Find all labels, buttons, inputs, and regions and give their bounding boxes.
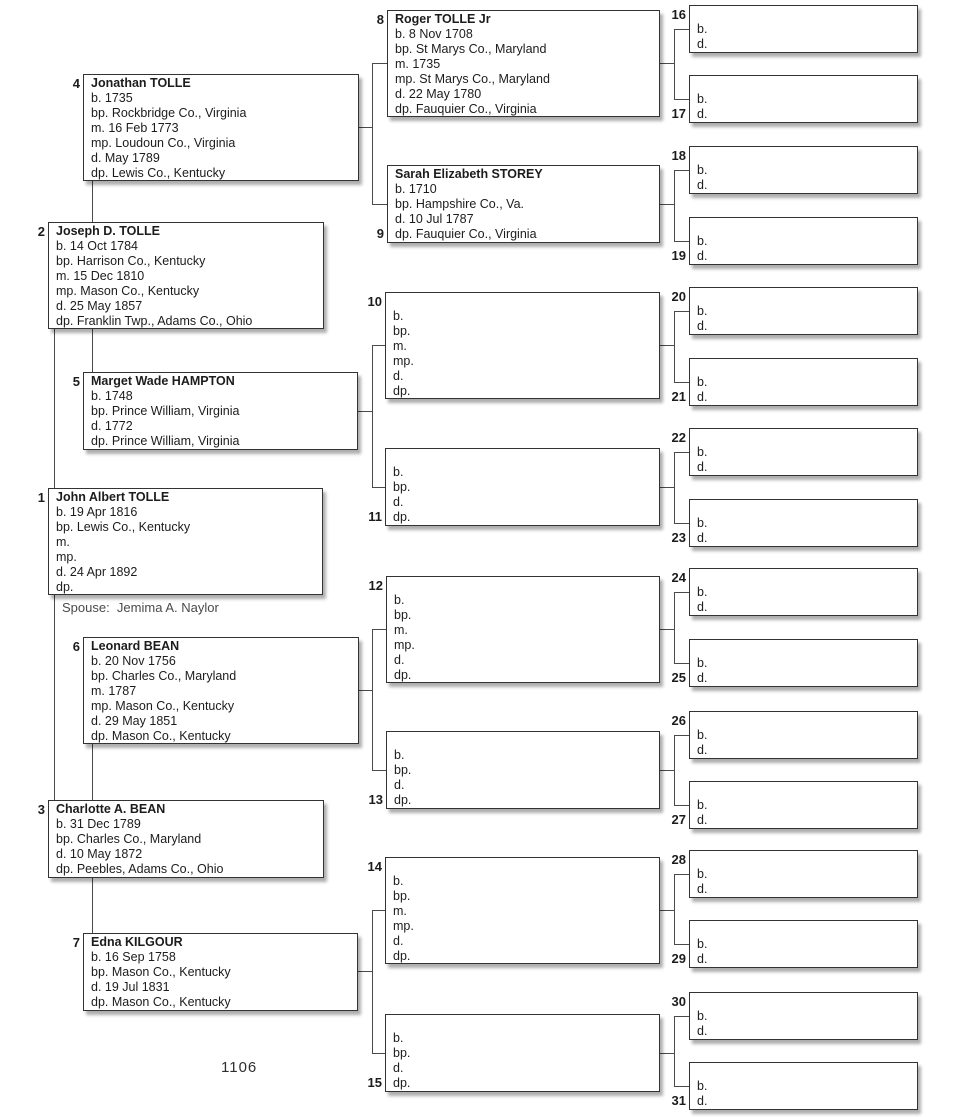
connector-line <box>674 29 689 30</box>
ahnentafel-number-5: 5 <box>72 374 80 389</box>
person-name: Charlotte A. BEAN <box>56 802 166 816</box>
detail-line: bp. Charles Co., Maryland <box>56 832 202 846</box>
detail-line: b. <box>393 309 404 323</box>
detail-line: mp. <box>56 550 77 564</box>
ahnentafel-number-29: 29 <box>671 951 686 966</box>
connector-line <box>674 452 689 453</box>
person-details <box>394 593 655 683</box>
person-name <box>697 430 913 445</box>
ahnentafel-number-20: 20 <box>671 289 686 304</box>
detail-line: dp. Mason Co., Kentucky <box>91 729 231 743</box>
person-details <box>697 22 913 52</box>
detail-line: b. <box>393 1031 404 1045</box>
detail-line: b. 14 Oct 1784 <box>56 239 139 253</box>
detail-line: mp. <box>394 638 415 652</box>
connector-line <box>358 971 372 972</box>
person-details <box>393 465 655 525</box>
person-name <box>394 578 655 593</box>
detail-line: dp. <box>393 949 411 963</box>
detail-line: b. <box>393 874 404 888</box>
person-details <box>91 91 354 181</box>
person-details <box>697 867 913 897</box>
connector-line <box>372 345 373 488</box>
ahnentafel-number-18: 18 <box>671 148 686 163</box>
detail-line: d. 22 May 1780 <box>395 87 482 101</box>
detail-line: d. 1772 <box>91 419 133 433</box>
page-number: 1106 <box>221 1059 258 1076</box>
person-name <box>697 713 913 728</box>
connector-line <box>674 170 675 242</box>
detail-line: dp. <box>393 384 411 398</box>
person-name: Joseph D. TOLLE <box>56 224 160 238</box>
detail-line: bp. <box>393 889 411 903</box>
detail-line: b. 31 Dec 1789 <box>56 817 141 831</box>
connector-line <box>674 99 689 100</box>
detail-line: b. <box>697 937 708 951</box>
person-box-25 <box>671 639 918 687</box>
ahnentafel-number-26: 26 <box>671 713 686 728</box>
person-box-27 <box>671 781 918 829</box>
person-name <box>697 994 913 1009</box>
person-name <box>697 501 913 516</box>
detail-line: mp. Mason Co., Kentucky <box>91 699 235 713</box>
detail-line: m. 1735 <box>395 57 441 71</box>
person-details <box>697 445 913 475</box>
person-name <box>393 1016 655 1031</box>
connector-line <box>359 690 372 691</box>
person-details <box>697 937 913 967</box>
ahnentafel-number-6: 6 <box>72 639 80 654</box>
person-name <box>697 852 913 867</box>
person-box-5 <box>72 372 358 450</box>
detail-line: b. <box>697 92 708 106</box>
person-details <box>697 798 913 828</box>
person-name <box>393 450 655 465</box>
person-box-13 <box>368 731 660 809</box>
detail-line: d. <box>697 600 708 614</box>
person-details <box>697 728 913 758</box>
connector-line <box>54 328 55 489</box>
detail-line: d. <box>697 178 708 192</box>
connector-line <box>660 770 674 771</box>
person-box-23 <box>671 499 918 547</box>
detail-line: mp. St Marys Co., Maryland <box>395 72 550 86</box>
ahnentafel-number-19: 19 <box>671 248 686 263</box>
person-details <box>91 654 354 744</box>
ahnentafel-number-2: 2 <box>37 224 45 239</box>
person-box-29 <box>671 920 918 968</box>
detail-line: d. <box>697 671 708 685</box>
connector-line <box>660 1053 674 1054</box>
ahnentafel-number-3: 3 <box>37 802 45 817</box>
detail-line: m. <box>393 339 407 353</box>
detail-line: b. 16 Sep 1758 <box>91 950 176 964</box>
ahnentafel-number-4: 4 <box>72 76 80 91</box>
detail-line: b. 20 Nov 1756 <box>91 654 176 668</box>
detail-line: d. <box>697 390 708 404</box>
ahnentafel-number-30: 30 <box>671 994 686 1009</box>
detail-line: bp. Prince William, Virginia <box>91 404 240 418</box>
person-details <box>697 163 913 193</box>
detail-line: b. <box>697 375 708 389</box>
person-details <box>56 239 319 329</box>
person-name <box>393 294 655 309</box>
connector-line <box>674 311 689 312</box>
detail-line: bp. Charles Co., Maryland <box>91 669 237 683</box>
connector-line <box>674 663 689 664</box>
detail-line: d. <box>393 369 404 383</box>
person-box-17 <box>671 75 918 123</box>
person-name <box>697 7 913 22</box>
detail-line: m. <box>394 623 408 637</box>
person-details <box>697 1009 913 1039</box>
detail-line: d. <box>697 107 708 121</box>
connector-line <box>674 311 675 383</box>
detail-line: b. <box>697 22 708 36</box>
person-name <box>697 219 913 234</box>
connector-line <box>92 328 93 373</box>
person-box-12 <box>368 576 660 683</box>
connector-line <box>660 204 674 205</box>
person-details <box>697 304 913 334</box>
ahnentafel-number-24: 24 <box>671 570 686 585</box>
person-name <box>697 360 913 375</box>
detail-line: mp. Mason Co., Kentucky <box>56 284 200 298</box>
detail-line: d. <box>697 1024 708 1038</box>
person-box-7 <box>72 933 358 1011</box>
detail-line: bp. Lewis Co., Kentucky <box>56 520 191 534</box>
detail-line: d. 10 May 1872 <box>56 847 143 861</box>
connector-line <box>92 877 93 934</box>
person-details <box>697 1079 913 1109</box>
ahnentafel-number-8: 8 <box>376 12 384 27</box>
ahnentafel-number-13: 13 <box>368 792 383 807</box>
detail-line: dp. Lewis Co., Kentucky <box>91 166 226 180</box>
person-name: Jonathan TOLLE <box>91 76 191 90</box>
person-details <box>395 27 655 117</box>
person-name <box>697 77 913 92</box>
detail-line: d. <box>697 531 708 545</box>
connector-line <box>372 910 385 911</box>
detail-line: d. <box>697 813 708 827</box>
person-name: Leonard BEAN <box>91 639 180 653</box>
person-name <box>697 570 913 585</box>
detail-line: b. 1735 <box>91 91 133 105</box>
detail-line: bp. <box>393 480 411 494</box>
person-name <box>394 733 655 748</box>
person-name: John Albert TOLLE <box>56 490 170 504</box>
detail-line: b. <box>697 1079 708 1093</box>
connector-line <box>372 204 387 205</box>
ahnentafel-number-7: 7 <box>72 935 80 950</box>
detail-line: mp. Loudoun Co., Virginia <box>91 136 236 150</box>
person-details <box>393 1031 655 1091</box>
person-box-22 <box>671 428 918 476</box>
detail-line: bp. <box>393 324 411 338</box>
connector-line <box>674 523 689 524</box>
detail-line: dp. <box>394 668 412 682</box>
connector-line <box>674 735 675 806</box>
detail-line: dp. <box>393 510 411 524</box>
ahnentafel-number-14: 14 <box>367 859 382 874</box>
detail-line: b. 19 Apr 1816 <box>56 505 138 519</box>
detail-line: bp. Mason Co., Kentucky <box>91 965 231 979</box>
connector-line <box>674 382 689 383</box>
detail-line: m. 15 Dec 1810 <box>56 269 145 283</box>
detail-line: dp. Fauquier Co., Virginia <box>395 227 537 241</box>
person-box-21 <box>671 358 918 406</box>
connector-line <box>674 241 689 242</box>
detail-line: b. <box>697 798 708 812</box>
person-name <box>697 1064 913 1079</box>
detail-line: dp. <box>393 1076 411 1090</box>
connector-line <box>372 63 373 205</box>
person-details <box>56 817 319 877</box>
ahnentafel-number-10: 10 <box>367 294 382 309</box>
detail-line: b. <box>393 465 404 479</box>
detail-line: bp. <box>394 763 412 777</box>
detail-line: bp. Rockbridge Co., Virginia <box>91 106 247 120</box>
connector-line <box>660 345 674 346</box>
connector-line <box>674 170 689 171</box>
detail-line: m. <box>56 535 70 549</box>
person-box-19 <box>671 217 918 265</box>
detail-line: b. <box>697 234 708 248</box>
connector-line <box>660 629 674 630</box>
connector-line <box>674 29 675 100</box>
connector-line <box>372 63 387 64</box>
detail-line: m. 16 Feb 1773 <box>91 121 179 135</box>
person-details <box>697 656 913 686</box>
connector-line <box>674 592 675 664</box>
person-box-1 <box>37 488 323 595</box>
detail-line: dp. Prince William, Virginia <box>91 434 240 448</box>
detail-line: b. <box>697 728 708 742</box>
person-details <box>56 505 318 595</box>
person-box-24 <box>671 568 918 616</box>
person-details <box>394 748 655 808</box>
detail-line: dp. Mason Co., Kentucky <box>91 995 231 1009</box>
connector-line <box>92 743 93 801</box>
person-details <box>697 516 913 546</box>
connector-line <box>359 127 372 128</box>
detail-line: bp. <box>394 608 412 622</box>
person-name <box>697 641 913 656</box>
detail-line: b. <box>697 1009 708 1023</box>
connector-line <box>674 735 689 736</box>
person-box-9 <box>376 165 660 243</box>
detail-line: d. 29 May 1851 <box>91 714 178 728</box>
detail-line: dp. Fauquier Co., Virginia <box>395 102 537 116</box>
person-details <box>697 585 913 615</box>
ahnentafel-number-15: 15 <box>367 1075 382 1090</box>
person-box-8 <box>376 10 660 117</box>
detail-line: d. 24 Apr 1892 <box>56 565 138 579</box>
detail-line: d. 10 Jul 1787 <box>395 212 474 226</box>
person-box-30 <box>671 992 918 1040</box>
detail-line: d. <box>394 653 405 667</box>
ahnentafel-number-16: 16 <box>671 7 686 22</box>
connector-line <box>372 345 385 346</box>
detail-line: d. 25 May 1857 <box>56 299 143 313</box>
person-name <box>697 148 913 163</box>
connector-line <box>372 629 373 771</box>
detail-line: b. <box>697 304 708 318</box>
person-details <box>393 309 655 399</box>
detail-line: d. <box>697 249 708 263</box>
person-details <box>393 874 655 964</box>
person-details <box>697 234 913 264</box>
person-name: Edna KILGOUR <box>91 935 183 949</box>
person-name: Sarah Elizabeth STOREY <box>395 167 543 181</box>
connector-line <box>372 487 385 488</box>
detail-line: d. <box>697 37 708 51</box>
detail-line: d. 19 Jul 1831 <box>91 980 170 994</box>
person-details <box>91 950 353 1010</box>
connector-line <box>674 592 689 593</box>
ahnentafel-number-28: 28 <box>671 852 686 867</box>
detail-line: b. <box>697 163 708 177</box>
detail-line: dp. Franklin Twp., Adams Co., Ohio <box>56 314 253 328</box>
connector-line <box>660 910 674 911</box>
detail-line: b. <box>394 748 405 762</box>
ahnentafel-number-27: 27 <box>671 812 686 827</box>
connector-line <box>674 874 689 875</box>
ahnentafel-number-9: 9 <box>376 226 384 241</box>
detail-line: b. <box>394 593 405 607</box>
connector-line <box>372 910 373 1054</box>
person-name <box>697 289 913 304</box>
detail-line: b. 1748 <box>91 389 133 403</box>
person-details <box>697 375 913 405</box>
connector-line <box>372 770 386 771</box>
ahnentafel-number-1: 1 <box>37 490 45 505</box>
detail-line: d. <box>697 952 708 966</box>
connector-line <box>674 805 689 806</box>
detail-line: mp. <box>393 354 414 368</box>
person-box-15 <box>367 1014 660 1092</box>
detail-line: m. 1787 <box>91 684 137 698</box>
person-name <box>393 859 655 874</box>
person-box-2 <box>37 222 324 329</box>
connector-line <box>674 452 675 524</box>
detail-line: b. <box>697 867 708 881</box>
connector-line <box>372 629 386 630</box>
person-box-6 <box>72 637 359 744</box>
person-box-16 <box>671 5 918 53</box>
detail-line: d. <box>394 778 405 792</box>
person-box-10 <box>367 292 660 399</box>
detail-line: dp. <box>394 793 412 807</box>
person-details <box>395 182 655 242</box>
ahnentafel-number-23: 23 <box>671 530 686 545</box>
detail-line: d. <box>697 1094 708 1108</box>
ahnentafel-number-17: 17 <box>671 106 686 121</box>
person-name: Marget Wade HAMPTON <box>91 374 235 388</box>
person-name <box>697 922 913 937</box>
spouse-note: Spouse: Jemima A. Naylor <box>62 600 219 615</box>
detail-line: b. <box>697 445 708 459</box>
person-box-26 <box>671 711 918 759</box>
connector-line <box>92 180 93 223</box>
connector-line <box>358 411 372 412</box>
person-box-11 <box>368 448 660 526</box>
person-name <box>697 783 913 798</box>
connector-line <box>660 487 674 488</box>
detail-line: b. <box>697 516 708 530</box>
detail-line: b. <box>697 585 708 599</box>
detail-line: d. <box>697 743 708 757</box>
ahnentafel-number-12: 12 <box>368 578 383 593</box>
detail-line: d. <box>697 882 708 896</box>
connector-line <box>674 1086 689 1087</box>
detail-line: bp. St Marys Co., Maryland <box>395 42 547 56</box>
ahnentafel-number-11: 11 <box>368 509 382 524</box>
person-box-31 <box>671 1062 918 1110</box>
person-box-14 <box>367 857 660 964</box>
detail-line: d. <box>697 460 708 474</box>
person-name: Roger TOLLE Jr <box>395 12 491 26</box>
connector-line <box>674 1016 675 1087</box>
connector-line <box>674 1016 689 1017</box>
detail-line: d. <box>393 495 404 509</box>
ahnentafel-number-22: 22 <box>671 430 686 445</box>
detail-line: bp. <box>393 1046 411 1060</box>
person-box-28 <box>671 850 918 898</box>
person-details <box>697 92 913 122</box>
detail-line: d. <box>697 319 708 333</box>
detail-line: d. <box>393 934 404 948</box>
person-box-4 <box>72 74 359 181</box>
connector-line <box>660 63 674 64</box>
ahnentafel-number-31: 31 <box>671 1093 686 1108</box>
connector-line <box>674 874 675 945</box>
detail-line: dp. <box>56 580 74 594</box>
person-details <box>91 389 353 449</box>
connector-line <box>54 594 55 801</box>
person-box-18 <box>671 146 918 194</box>
connector-line <box>674 944 689 945</box>
ahnentafel-number-25: 25 <box>671 670 686 685</box>
detail-line: bp. Hampshire Co., Va. <box>395 197 524 211</box>
detail-line: d. May 1789 <box>91 151 160 165</box>
detail-line: b. 8 Nov 1708 <box>395 27 473 41</box>
detail-line: b. 1710 <box>395 182 437 196</box>
detail-line: dp. Peebles, Adams Co., Ohio <box>56 862 224 876</box>
ahnentafel-number-21: 21 <box>671 389 686 404</box>
detail-line: d. <box>393 1061 404 1075</box>
connector-line <box>372 1053 385 1054</box>
person-box-3 <box>37 800 324 878</box>
detail-line: m. <box>393 904 407 918</box>
detail-line: b. <box>697 656 708 670</box>
detail-line: mp. <box>393 919 414 933</box>
detail-line: bp. Harrison Co., Kentucky <box>56 254 206 268</box>
person-box-20 <box>671 287 918 335</box>
